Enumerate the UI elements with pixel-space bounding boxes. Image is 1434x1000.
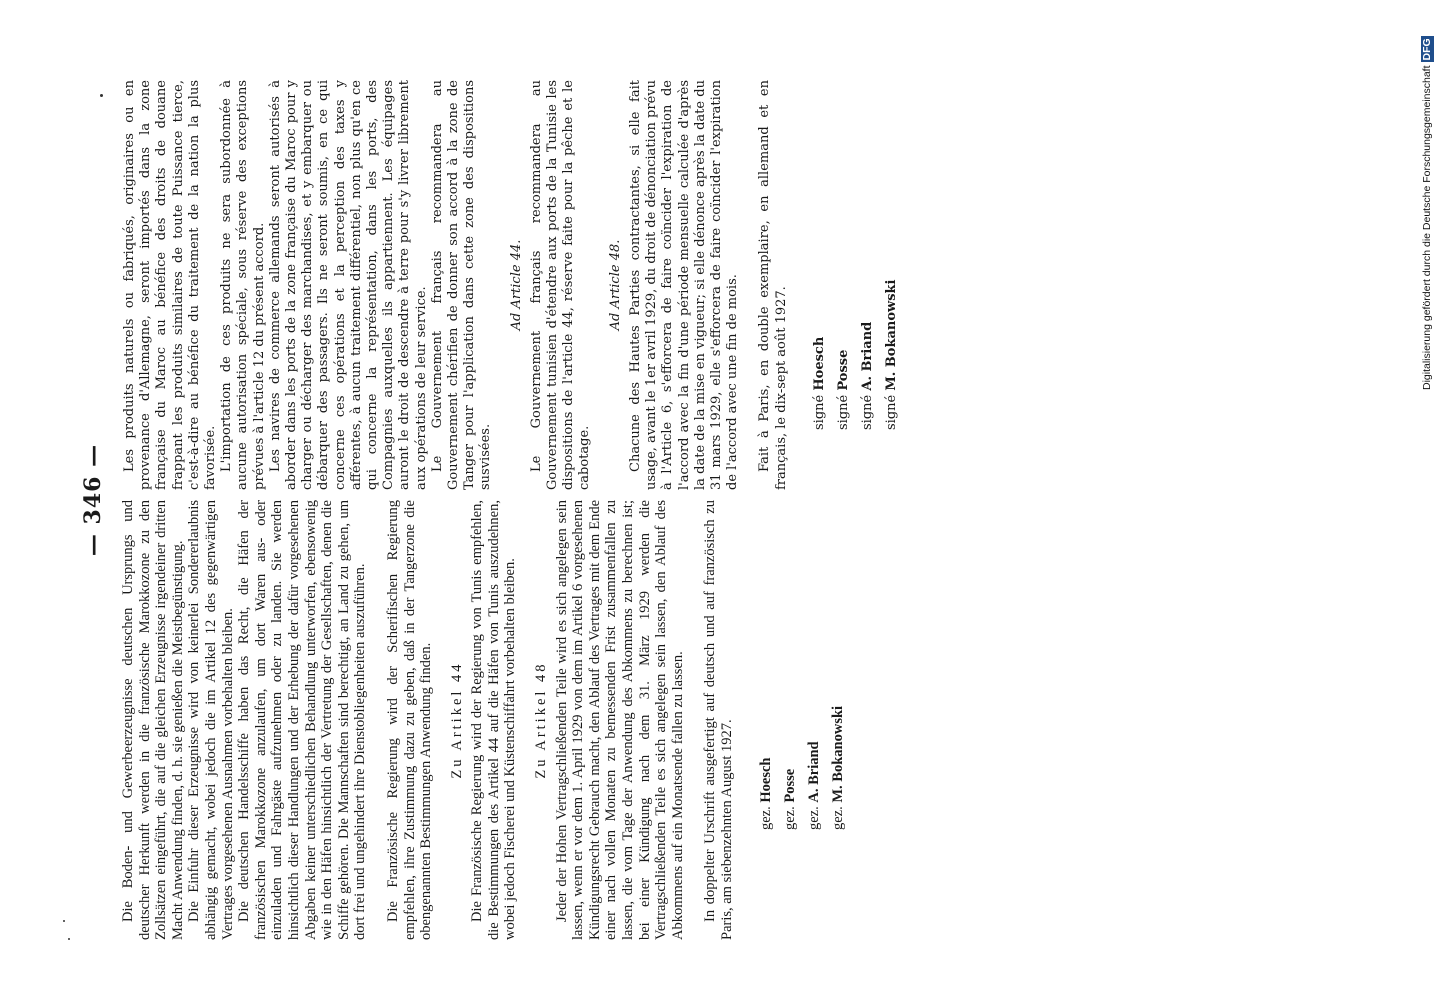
french-column — [122, 80, 904, 490]
german-heading-article-44: Zu Artikel 44 — [448, 661, 465, 779]
german-signature: gez. Hoesch — [757, 757, 774, 830]
french-signature: signé Hoesch — [811, 336, 827, 430]
french-paragraph-3: Les navires de commerce allemands seront autorisés à aborder dans les ports de la zone française du Maroc pour y charger ou décharger des marchandises, et y embarquer ou débarquer des passagers. Ils ne seront soumis, en ce qui concerne ces opérations et la perception des taxes y afférentes, à aucun traitement différentiel, non plus qu'en ce qui concerne la représentation, dans les ports, des Compagnies auxquelles ils appartiennent. Les équipages auront le droit de descendre à terre pour s'y livrer librement aux opérations de leur service. — [267, 80, 429, 490]
scan-speck — [100, 94, 103, 97]
digitization-note — [1421, 10, 1434, 390]
french-signature: signé A. Briand — [859, 321, 875, 430]
german-paragraph-4: Die Französische Regierung wird der Scherifischen Regierung empfehlen, ihre Zustimmung dazu zu geben, daß in der Tangerzone die obengenannten Bestimmungen Anwendung finden. — [384, 500, 435, 940]
german-signature: gez. Posse — [781, 768, 798, 830]
german-paragraph-1: Die Boden- und Gewerbeerzeugnisse deutschen Ursprungs und deutscher Herkunft werden in die französische Marokkozone zu den Zollsätzen eingeführt, die auf die gleichen Erzeugnisse irgendeiner dritten Macht Anwendung finden, d. h. sie genießen die Meistbegünstigung. — [120, 500, 186, 940]
digitization-note-text: Digitalisierung gefördert durch die Deutsche Forschungsgemeinschaft — [1421, 65, 1433, 390]
french-paragraph-5: Le Gouvernement français recommandera au Gouvernement tunisien d'étendre aux ports de la Tunisie les dispositions de l'article 44, réserve faite pour la pêche et le cabotage. — [528, 80, 593, 490]
german-paragraph-6: Jeder der Hohen Vertragschließenden Teile wird es sich angelegen sein lassen, wenn er vor dem 1. April 1929 von dem im Artikel 6 vorgesehenen Kündigungsrecht Gebrauch macht, den Ablauf des Vertrages mit dem Ende einer nach vollen Monaten zu bemessenden Frist zusammenfallen zu lassen, die vom Tage der Anwendung des Abkommens zu berechnen ist; bei einer Kündigung nach dem 31. März 1929 werden die Vertragschließenden Teile es sich angelegen sein lassen, den Ablauf des Abkommens auf ein Monatsende fallen zu lassen. — [553, 500, 686, 940]
french-paragraph-4: Le Gouvernement français recommandera au Gouvernement chérifien de donner son accord à la zone de Tanger pour l'application dans cette zone des dispositions susvisées. — [429, 80, 494, 490]
german-paragraph-3: Die deutschen Handelsschiffe haben das Recht, die Häfen der französischen Marokkozone anzulaufen, um dort Waren aus- oder einzuladen und Fahrgäste aufzunehmen oder zu landen. Sie werden hinsichtlich dieser Handlungen und der Erhebung der dafür vorgesehenen Abgaben keiner unterschiedlichen Behandlung unterworfen, ebensowenig wie in den Häfen hinsichtlich der Vertretung der Gesellschaften, denen die Schiffe gehören. Die Mannschaften sind berechtigt, an Land zu gehen, um dort frei und ungehindert ihre Dienstobliegenheiten auszuführen. — [236, 500, 369, 940]
german-column — [120, 500, 850, 940]
page-number: — 346 — — [80, 443, 106, 557]
german-heading-article-48: Zu Artikel 48 — [533, 661, 550, 779]
french-signatures — [808, 80, 904, 490]
french-paragraph-6: Chacune des Hautes Parties contractantes, si elle fait usage, avant le 1er avril 1929, du droit de dénonciation prévu à l'Article 6, s'efforcera de faire coïncider l'expiration de l'accord avec la fin d'une période mensuelle calculée d'après la date de la mise en vigueur; si elle dénonce après la date du 31 mars 1929, elle s'efforcera de faire coïncider l'expiration de l'accord avec une fin de mois. — [627, 80, 741, 490]
german-signature: gez. A. Briand — [805, 741, 822, 830]
french-paragraph-1: Les produits naturels ou fabriqués, originaires ou en provenance d'Allemagne, seront importés dans la zone française du Maroc au bénéfice des droits de douane frappant les produits similaires de toute Puissance tierce, c'est-à-dire au bénéfice du traitement de la nation la plus favorisée. — [122, 80, 219, 490]
german-signatures — [754, 500, 850, 940]
german-paragraph-7: In doppelter Urschrift ausgefertigt auf deutsch und auf französisch zu Paris, am siebenzehnten August 1927. — [702, 500, 735, 940]
french-paragraph-2: L'importation de ces produits ne sera subordonnée à aucune autorisation spéciale, sous réserve des exceptions prévues à l'article 12 du présent accord. — [219, 80, 267, 490]
dfg-logo: DFG — [1421, 38, 1433, 61]
german-signature: gez. M. Bokanowski — [829, 705, 846, 830]
german-paragraph-2: Die Einfuhr dieser Erzeugnisse wird von keinerlei Sondererlaubnis abhängig gemacht, wobei jedoch die im Artikel 12 des gegenwärtigen Vertrages vorgesehenen Ausnahmen vorbehalten bleiben. — [186, 500, 236, 940]
french-signature: signé Posse — [835, 349, 851, 430]
scan-speck — [63, 920, 65, 922]
french-heading-article-44: Ad Article 44. — [508, 239, 524, 331]
french-heading-article-48: Ad Article 48. — [607, 239, 623, 331]
french-signature: signé M. Bokanowski — [883, 279, 899, 430]
scan-speck — [68, 938, 70, 940]
french-paragraph-7: Fait à Paris, en double exemplaire, en allemand et en français, le dix-sept août 1927. — [757, 80, 789, 490]
german-paragraph-5: Die Französische Regierung wird der Regierung von Tunis empfehlen, die Bestimmungen des Artikel 44 auf die Häfen von Tunis auszudehnen, wobei jedoch Fischerei und Küstenschiffahrt vorbehalten bleiben. — [469, 500, 519, 940]
